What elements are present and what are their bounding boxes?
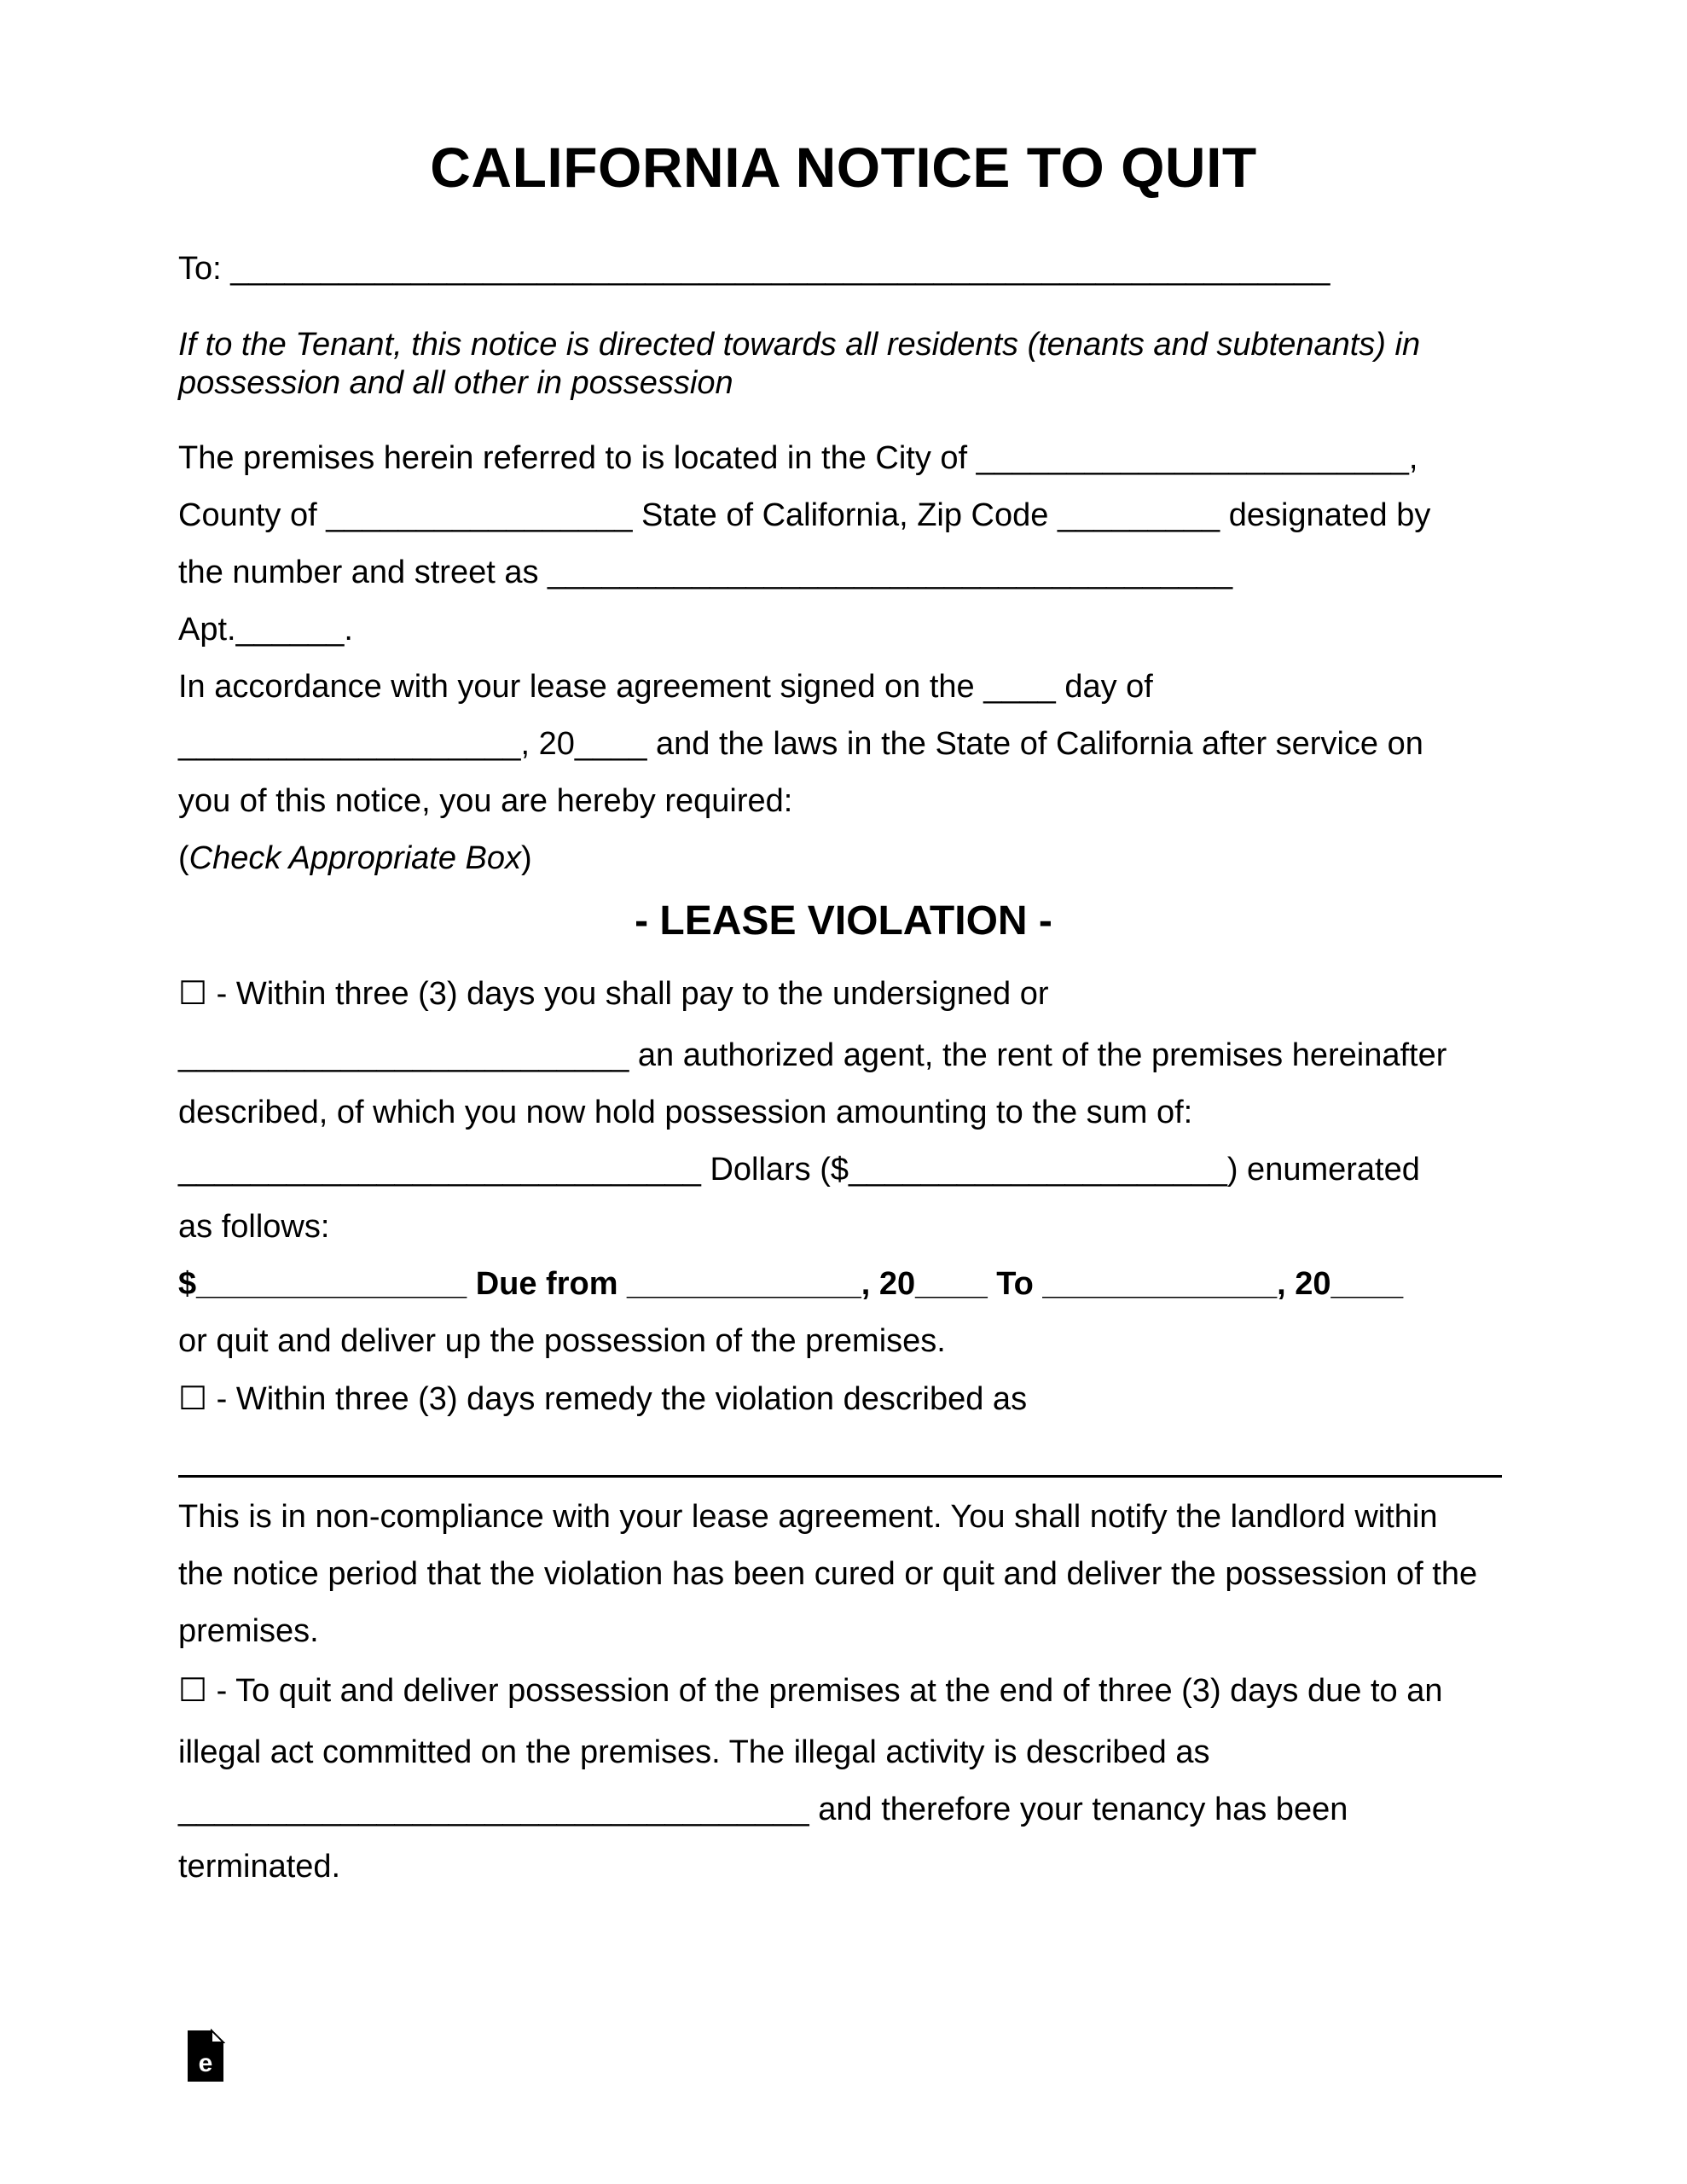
rent-option-text: - Within three (3) days you shall pay to the undersigned or bbox=[207, 976, 1049, 1012]
check-italic-text: Check Appropriate Box bbox=[188, 840, 522, 876]
check-prefix: ( bbox=[178, 840, 189, 876]
check-suffix: ) bbox=[521, 840, 532, 876]
option-illegal-line-4: terminated. bbox=[178, 1849, 341, 1885]
option-rent-line-1 bbox=[178, 973, 1048, 1015]
to-blank[interactable]: _____________________________________________________________ bbox=[230, 251, 1330, 287]
option-rent-line-6: or quit and deliver up the possession of the premises. bbox=[178, 1323, 946, 1359]
option-remedy-line-3: the notice period that the violation has been cured or quit and deliver the possession of the bbox=[178, 1556, 1478, 1592]
premises-street-line: the number and street as ______________________________________ bbox=[178, 555, 1233, 590]
illegal-option-text: - To quit and deliver possession of the premises at the end of three (3) days due to an bbox=[207, 1673, 1443, 1709]
lease-required-line: you of this notice, you are hereby required: bbox=[178, 783, 793, 819]
lease-year-line: ___________________, 20____ and the laws in the State of California after service on bbox=[178, 726, 1423, 762]
directed-notice-line-2: possession and all other in possession bbox=[178, 365, 733, 401]
premises-county-line: County of _________________ State of California, Zip Code _________ designated by bbox=[178, 497, 1431, 533]
premises-apt-line: Apt.______. bbox=[178, 612, 353, 648]
option-rent-line-3: described, of which you now hold possession amounting to the sum of: bbox=[178, 1095, 1193, 1130]
option-remedy-line-1 bbox=[178, 1378, 1027, 1420]
eforms-logo-icon bbox=[186, 2029, 225, 2083]
option-illegal-line-3: ___________________________________ and therefore your tenancy has been bbox=[178, 1792, 1348, 1827]
option-remedy-line-4: premises. bbox=[178, 1613, 319, 1649]
option-illegal-line-2: illegal act committed on the premises. The illegal activity is described as bbox=[178, 1734, 1210, 1770]
check-box-instruction bbox=[178, 837, 532, 880]
option-rent-line-5: as follows: bbox=[178, 1209, 330, 1245]
premises-city-line: The premises herein referred to is located in the City of ________________________, bbox=[178, 440, 1418, 476]
to-line bbox=[178, 247, 1330, 290]
page-title: CALIFORNIA NOTICE TO QUIT bbox=[430, 136, 1257, 199]
directed-notice-line-1: If to the Tenant, this notice is directed towards all residents (tenants and subtenants) in bbox=[178, 327, 1421, 363]
rent-option-checkbox[interactable]: ☐ bbox=[178, 976, 208, 1012]
option-rent-line-4: _____________________________ Dollars ($_____________________) enumerated bbox=[178, 1152, 1420, 1188]
to-label: To: bbox=[178, 251, 231, 287]
option-remedy-line-2: This is in non-compliance with your lease agreement. You shall notify the landlord within bbox=[178, 1499, 1438, 1535]
lease-date-line: In accordance with your lease agreement signed on the ____ day of bbox=[178, 669, 1153, 705]
violation-description-blank[interactable] bbox=[178, 1475, 1502, 1478]
option-rent-line-2: _________________________ an authorized agent, the rent of the premises hereinafter bbox=[178, 1037, 1447, 1073]
illegal-option-checkbox[interactable]: ☐ bbox=[178, 1673, 208, 1709]
option-illegal-line-1 bbox=[178, 1670, 1442, 1712]
remedy-option-checkbox[interactable]: ☐ bbox=[178, 1381, 208, 1417]
rent-due-line: $_______________ Due from _____________, 20____ To _____________, 20____ bbox=[178, 1266, 1404, 1302]
remedy-option-text: - Within three (3) days remedy the violation described as bbox=[207, 1381, 1028, 1417]
section-heading-lease-violation: - LEASE VIOLATION - bbox=[635, 898, 1052, 944]
svg-text:e: e bbox=[198, 2049, 213, 2077]
